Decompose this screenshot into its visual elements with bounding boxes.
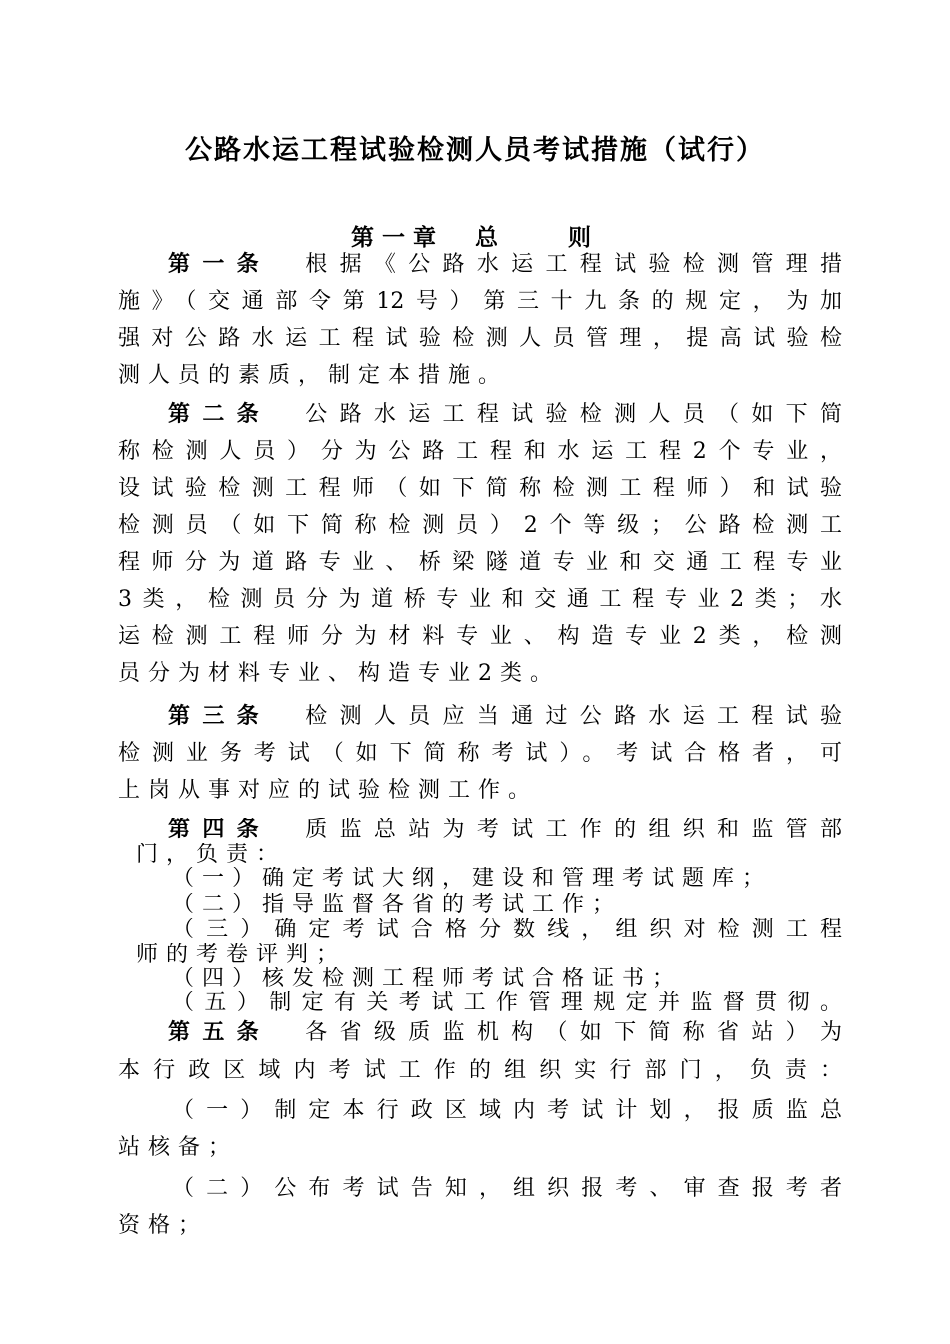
line-text: 运检测工程师分为材料专业、构造专业2类，检测 — [118, 624, 842, 649]
text-line — [118, 1133, 842, 1163]
text-line — [168, 400, 842, 430]
line-text: 门，负责： — [136, 843, 287, 867]
text-line — [168, 250, 842, 280]
text-line — [118, 437, 842, 467]
line-text: （三）确定考试合格分数线，组织对检测工程 — [172, 918, 842, 942]
line-text: 站核备； — [118, 1135, 239, 1160]
document-title: 公路水运工程试验检测人员考试措施（试行） — [185, 135, 765, 166]
text-line — [118, 548, 842, 578]
line-text: 检测业务考试（如下简称考试）。考试合格者，可 — [118, 741, 842, 766]
text-line — [118, 287, 842, 317]
text-line — [118, 511, 842, 541]
line-text: 资格； — [118, 1213, 209, 1238]
line-text: 本行政区域内考试工作的组织实行部门，负责： — [118, 1058, 842, 1083]
text-line — [118, 361, 842, 391]
text-line — [118, 739, 842, 769]
line-text: 设试验检测工程师（如下简称检测工程师）和试验 — [118, 476, 842, 501]
line-text: （二）公布考试告知，组织报考、审查报考者 — [172, 1176, 842, 1201]
text-line — [118, 324, 842, 354]
line-text: 测人员的素质，制定本措施。 — [118, 363, 509, 388]
line-text: 质监总站为考试工作的组织和监管部 — [270, 818, 842, 842]
article-number: 第一条 — [168, 252, 271, 277]
line-text: 公路水运工程试验检测人员（如下简 — [270, 402, 842, 427]
line-text: 师的考卷评判； — [136, 943, 347, 967]
text-line — [172, 867, 842, 891]
text-line — [118, 776, 842, 806]
text-line — [168, 1018, 842, 1048]
text-line — [118, 622, 842, 652]
text-line — [172, 918, 842, 942]
text-line — [168, 818, 842, 842]
article-number: 第四条 — [168, 818, 271, 842]
chapter-heading: 第一章 总 则 — [351, 225, 599, 251]
text-line — [118, 474, 842, 504]
line-text: 称检测人员）分为公路工程和水运工程2个专业， — [118, 439, 842, 464]
line-text: 根据《公路水运工程试验检测管理措 — [270, 252, 842, 277]
line-text: （一）确定考试大纲，建设和管理考试题库； — [172, 867, 773, 891]
article-number: 第二条 — [168, 402, 271, 427]
text-line — [172, 1096, 842, 1126]
text-line — [172, 967, 842, 991]
line-text: 员分为材料专业、构造专业2类。 — [118, 661, 560, 686]
line-text: （二）指导监督各省的考试工作； — [172, 893, 623, 917]
text-line — [118, 1056, 842, 1086]
text-line — [172, 893, 842, 917]
line-text: 程师分为道路专业、桥梁隧道专业和交通工程专业 — [118, 550, 842, 575]
text-line — [118, 659, 842, 689]
article-number: 第五条 — [168, 1020, 271, 1045]
line-text: 强对公路水运工程试验检测人员管理，提高试验检 — [118, 326, 842, 351]
line-text: 上岗从事对应的试验检测工作。 — [118, 778, 539, 803]
line-text: 3类，检测员分为道桥专业和交通工程专业2类；水 — [118, 587, 842, 612]
line-text: （一）制定本行政区域内考试计划，报质监总 — [172, 1098, 842, 1123]
line-text: 检测人员应当通过公路水运工程试验 — [270, 704, 842, 729]
text-line — [172, 1174, 842, 1204]
text-line — [172, 991, 842, 1015]
text-line — [136, 943, 842, 967]
line-text: （五）制定有关考试工作管理规定并监督贯彻。 — [172, 991, 842, 1015]
line-text: 检测员（如下简称检测员）2个等级；公路检测工 — [118, 513, 842, 538]
line-text: 施》（交通部令第12号）第三十九条的规定，为加 — [118, 289, 842, 314]
line-text: （四）核发检测工程师考试合格证书； — [172, 967, 683, 991]
text-line — [136, 843, 842, 867]
text-line — [168, 702, 842, 732]
text-line — [118, 585, 842, 615]
article-number: 第三条 — [168, 704, 271, 729]
line-text: 各省级质监机构（如下简称省站）为 — [270, 1020, 842, 1045]
text-line — [118, 1211, 842, 1241]
